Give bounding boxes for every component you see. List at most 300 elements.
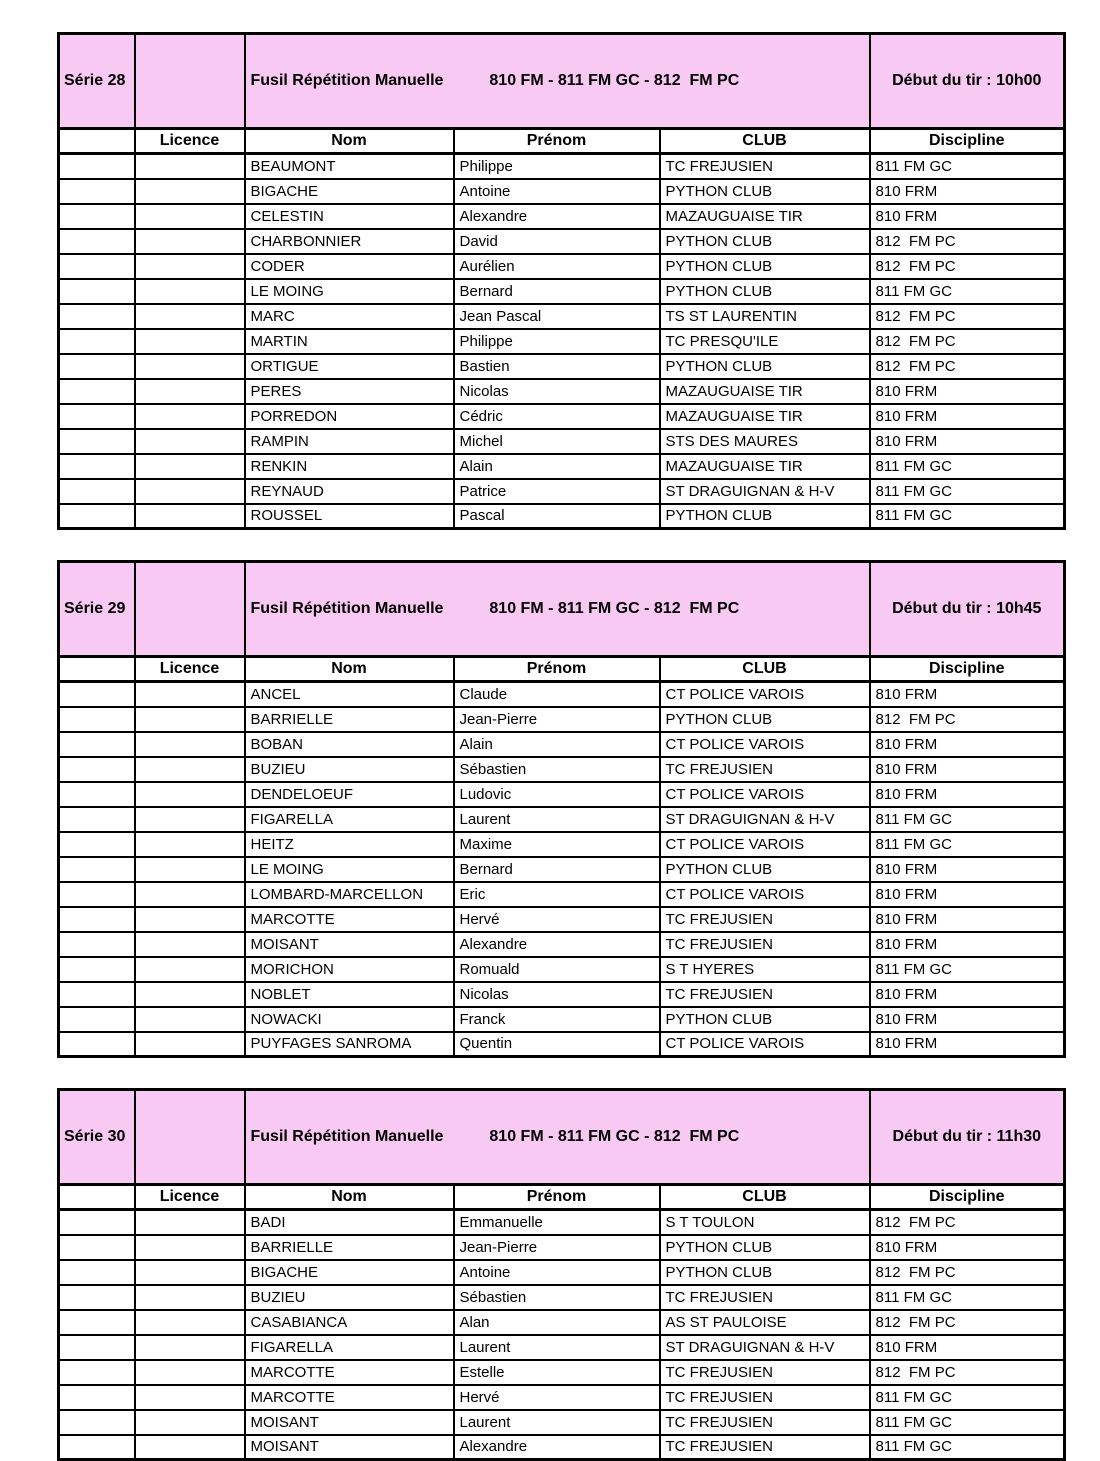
prenom-cell: Romuald: [454, 957, 660, 982]
discipline-cell: 810 FRM: [870, 932, 1065, 957]
prenom-cell: Jean-Pierre: [454, 707, 660, 732]
nom-cell: HEITZ: [245, 832, 454, 857]
series-body: [59, 1210, 1065, 1460]
series-body: [59, 682, 1065, 1057]
empty-cell: [59, 1210, 135, 1235]
discipline-cell: 811 FM GC: [870, 1285, 1065, 1310]
discipline-cell: 812 FM PC: [870, 354, 1065, 379]
prenom-cell: Franck: [454, 1007, 660, 1032]
club-cell: CT POLICE VAROIS: [660, 832, 870, 857]
prenom-cell: Pascal: [454, 504, 660, 529]
club-cell: AS ST PAULOISE: [660, 1310, 870, 1335]
club-cell: STS DES MAURES: [660, 429, 870, 454]
prenom-cell: Alain: [454, 732, 660, 757]
table-row: [59, 454, 1065, 479]
licence-cell: [135, 882, 245, 907]
table-row: [59, 682, 1065, 707]
empty-cell: [59, 454, 135, 479]
licence-cell: [135, 179, 245, 204]
licence-cell: [135, 932, 245, 957]
club-cell: TC FREJUSIEN: [660, 1285, 870, 1310]
column-header-blank: [59, 129, 135, 154]
series-body: [59, 154, 1065, 529]
club-cell: CT POLICE VAROIS: [660, 682, 870, 707]
licence-cell: [135, 1210, 245, 1235]
discipline-cell: 812 FM PC: [870, 1360, 1065, 1385]
discipline-cell: 810 FRM: [870, 1335, 1065, 1360]
empty-cell: [59, 707, 135, 732]
column-header-licence: Licence: [135, 1185, 245, 1210]
licence-cell: [135, 1310, 245, 1335]
empty-cell: [59, 379, 135, 404]
licence-cell: [135, 707, 245, 732]
table-row: [59, 832, 1065, 857]
prenom-cell: Quentin: [454, 1032, 660, 1057]
weapon-label: Fusil Répétition Manuelle: [250, 600, 444, 617]
prenom-cell: Eric: [454, 882, 660, 907]
prenom-cell: Michel: [454, 429, 660, 454]
prenom-cell: Bastien: [454, 354, 660, 379]
club-cell: TC FREJUSIEN: [660, 757, 870, 782]
nom-cell: BARRIELLE: [245, 707, 454, 732]
column-header-row: [59, 1185, 1065, 1210]
table-row: [59, 354, 1065, 379]
licence-cell: [135, 982, 245, 1007]
club-cell: TC PRESQU'ILE: [660, 329, 870, 354]
table-row: [59, 1360, 1065, 1385]
nom-cell: NOWACKI: [245, 1007, 454, 1032]
discipline-cell: 811 FM GC: [870, 154, 1065, 179]
nom-cell: LE MOING: [245, 279, 454, 304]
club-cell: S T HYERES: [660, 957, 870, 982]
licence-cell: [135, 1235, 245, 1260]
series-header-spacer: [135, 34, 245, 129]
licence-cell: [135, 907, 245, 932]
prenom-cell: Alexandre: [454, 204, 660, 229]
discipline-cell: 811 FM GC: [870, 1410, 1065, 1435]
nom-cell: MARCOTTE: [245, 1385, 454, 1410]
table-row: [59, 907, 1065, 932]
discipline-cell: 811 FM GC: [870, 1435, 1065, 1460]
club-cell: PYTHON CLUB: [660, 229, 870, 254]
empty-cell: [59, 982, 135, 1007]
nom-cell: MARCOTTE: [245, 1360, 454, 1385]
empty-cell: [59, 1235, 135, 1260]
empty-cell: [59, 204, 135, 229]
empty-cell: [59, 354, 135, 379]
column-header-blank: [59, 1185, 135, 1210]
empty-cell: [59, 1032, 135, 1057]
discipline-cell: 810 FRM: [870, 907, 1065, 932]
series-header-row: [59, 562, 1065, 657]
nom-cell: FIGARELLA: [245, 1335, 454, 1360]
club-cell: PYTHON CLUB: [660, 179, 870, 204]
prenom-cell: Nicolas: [454, 379, 660, 404]
discipline-cell: 812 FM PC: [870, 329, 1065, 354]
club-cell: TC FREJUSIEN: [660, 1385, 870, 1410]
prenom-cell: Laurent: [454, 807, 660, 832]
series-title: Série 28: [59, 34, 135, 129]
nom-cell: BIGACHE: [245, 1260, 454, 1285]
club-cell: MAZAUGUAISE TIR: [660, 204, 870, 229]
column-header-prenom: Prénom: [454, 129, 660, 154]
empty-cell: [59, 732, 135, 757]
licence-cell: [135, 229, 245, 254]
column-header-discipline: Discipline: [870, 657, 1065, 682]
empty-cell: [59, 1385, 135, 1410]
column-header-row: [59, 657, 1065, 682]
table-row: [59, 229, 1065, 254]
licence-cell: [135, 857, 245, 882]
club-cell: CT POLICE VAROIS: [660, 732, 870, 757]
discipline-cell: 812 FM PC: [870, 1260, 1065, 1285]
discipline-cell: 810 FRM: [870, 379, 1065, 404]
empty-cell: [59, 1410, 135, 1435]
club-cell: ST DRAGUIGNAN & H-V: [660, 1335, 870, 1360]
club-cell: S T TOULON: [660, 1210, 870, 1235]
prenom-cell: Hervé: [454, 907, 660, 932]
club-cell: TC FREJUSIEN: [660, 907, 870, 932]
empty-cell: [59, 279, 135, 304]
column-header-nom: Nom: [245, 129, 454, 154]
club-cell: CT POLICE VAROIS: [660, 1032, 870, 1057]
licence-cell: [135, 329, 245, 354]
licence-cell: [135, 454, 245, 479]
club-cell: PYTHON CLUB: [660, 707, 870, 732]
prenom-cell: Estelle: [454, 1360, 660, 1385]
discipline-cell: 812 FM PC: [870, 1210, 1065, 1235]
prenom-cell: Jean Pascal: [454, 304, 660, 329]
discipline-cell: 810 FRM: [870, 1007, 1065, 1032]
prenom-cell: Philippe: [454, 329, 660, 354]
table-row: [59, 1410, 1065, 1435]
nom-cell: ANCEL: [245, 682, 454, 707]
table-row: [59, 707, 1065, 732]
nom-cell: MOISANT: [245, 932, 454, 957]
club-cell: CT POLICE VAROIS: [660, 882, 870, 907]
table-row: [59, 304, 1065, 329]
licence-cell: [135, 1385, 245, 1410]
licence-cell: [135, 354, 245, 379]
table-row: [59, 757, 1065, 782]
discipline-cell: 810 FRM: [870, 429, 1065, 454]
licence-cell: [135, 757, 245, 782]
prenom-cell: Sébastien: [454, 1285, 660, 1310]
empty-cell: [59, 229, 135, 254]
table-row: [59, 982, 1065, 1007]
licence-cell: [135, 429, 245, 454]
licence-cell: [135, 1410, 245, 1435]
prenom-cell: Alexandre: [454, 932, 660, 957]
empty-cell: [59, 682, 135, 707]
empty-cell: [59, 782, 135, 807]
club-cell: PYTHON CLUB: [660, 279, 870, 304]
column-header-club: CLUB: [660, 657, 870, 682]
discipline-cell: 811 FM GC: [870, 832, 1065, 857]
licence-cell: [135, 1032, 245, 1057]
empty-cell: [59, 504, 135, 529]
discipline-codes: 810 FM - 811 FM GC - 812 FM PC: [489, 72, 740, 89]
licence-cell: [135, 479, 245, 504]
prenom-cell: Laurent: [454, 1410, 660, 1435]
empty-cell: [59, 857, 135, 882]
nom-cell: BOBAN: [245, 732, 454, 757]
nom-cell: PERES: [245, 379, 454, 404]
nom-cell: ROUSSEL: [245, 504, 454, 529]
discipline-codes: 810 FM - 811 FM GC - 812 FM PC: [489, 600, 740, 617]
table-row: [59, 379, 1065, 404]
nom-cell: REYNAUD: [245, 479, 454, 504]
nom-cell: CODER: [245, 254, 454, 279]
column-header-club: CLUB: [660, 129, 870, 154]
prenom-cell: Alain: [454, 454, 660, 479]
empty-cell: [59, 304, 135, 329]
club-cell: MAZAUGUAISE TIR: [660, 379, 870, 404]
nom-cell: RAMPIN: [245, 429, 454, 454]
empty-cell: [59, 807, 135, 832]
prenom-cell: Emmanuelle: [454, 1210, 660, 1235]
club-cell: ST DRAGUIGNAN & H-V: [660, 807, 870, 832]
series-table-29: [57, 560, 1066, 1058]
prenom-cell: Bernard: [454, 279, 660, 304]
nom-cell: LE MOING: [245, 857, 454, 882]
discipline-cell: 812 FM PC: [870, 707, 1065, 732]
prenom-cell: Jean-Pierre: [454, 1235, 660, 1260]
empty-cell: [59, 404, 135, 429]
table-row: [59, 279, 1065, 304]
nom-cell: CASABIANCA: [245, 1310, 454, 1335]
prenom-cell: Sébastien: [454, 757, 660, 782]
licence-cell: [135, 404, 245, 429]
prenom-cell: Hervé: [454, 1385, 660, 1410]
nom-cell: MOISANT: [245, 1410, 454, 1435]
club-cell: TS ST LAURENTIN: [660, 304, 870, 329]
discipline-cell: 810 FRM: [870, 982, 1065, 1007]
nom-cell: MARTIN: [245, 329, 454, 354]
empty-cell: [59, 179, 135, 204]
discipline-cell: 811 FM GC: [870, 957, 1065, 982]
licence-cell: [135, 1360, 245, 1385]
empty-cell: [59, 329, 135, 354]
weapon-label: Fusil Répétition Manuelle: [250, 72, 444, 89]
table-row: [59, 782, 1065, 807]
series-table-28: [57, 32, 1066, 530]
empty-cell: [59, 254, 135, 279]
nom-cell: BIGACHE: [245, 179, 454, 204]
prenom-cell: Alexandre: [454, 1435, 660, 1460]
prenom-cell: Claude: [454, 682, 660, 707]
table-row: [59, 429, 1065, 454]
licence-cell: [135, 204, 245, 229]
empty-cell: [59, 154, 135, 179]
club-cell: PYTHON CLUB: [660, 1007, 870, 1032]
nom-cell: ORTIGUE: [245, 354, 454, 379]
column-header-prenom: Prénom: [454, 657, 660, 682]
licence-cell: [135, 1285, 245, 1310]
empty-cell: [59, 1007, 135, 1032]
prenom-cell: Aurélien: [454, 254, 660, 279]
nom-cell: CELESTIN: [245, 204, 454, 229]
start-time-label: Début du tir : 10h00: [870, 34, 1065, 129]
club-cell: PYTHON CLUB: [660, 857, 870, 882]
table-row: [59, 1435, 1065, 1460]
series-title: Série 29: [59, 562, 135, 657]
nom-cell: MOISANT: [245, 1435, 454, 1460]
club-cell: PYTHON CLUB: [660, 354, 870, 379]
nom-cell: MORICHON: [245, 957, 454, 982]
empty-cell: [59, 757, 135, 782]
table-row: [59, 504, 1065, 529]
table-row: [59, 807, 1065, 832]
series-discipline-cell: [245, 1090, 870, 1185]
series-title: Série 30: [59, 1090, 135, 1185]
series-table-30: [57, 1088, 1066, 1461]
column-header-discipline: Discipline: [870, 1185, 1065, 1210]
discipline-cell: 810 FRM: [870, 1235, 1065, 1260]
licence-cell: [135, 782, 245, 807]
empty-cell: [59, 832, 135, 857]
licence-cell: [135, 1435, 245, 1460]
licence-cell: [135, 254, 245, 279]
licence-cell: [135, 279, 245, 304]
discipline-cell: 811 FM GC: [870, 454, 1065, 479]
prenom-cell: Alan: [454, 1310, 660, 1335]
prenom-cell: Patrice: [454, 479, 660, 504]
table-row: [59, 404, 1065, 429]
nom-cell: NOBLET: [245, 982, 454, 1007]
discipline-cell: 810 FRM: [870, 179, 1065, 204]
licence-cell: [135, 807, 245, 832]
licence-cell: [135, 1335, 245, 1360]
discipline-cell: 811 FM GC: [870, 1385, 1065, 1410]
empty-cell: [59, 882, 135, 907]
column-header-prenom: Prénom: [454, 1185, 660, 1210]
discipline-cell: 810 FRM: [870, 404, 1065, 429]
empty-cell: [59, 479, 135, 504]
prenom-cell: Antoine: [454, 179, 660, 204]
nom-cell: CHARBONNIER: [245, 229, 454, 254]
club-cell: TC FREJUSIEN: [660, 1360, 870, 1385]
licence-cell: [135, 732, 245, 757]
nom-cell: RENKIN: [245, 454, 454, 479]
nom-cell: LOMBARD-MARCELLON: [245, 882, 454, 907]
discipline-cell: 810 FRM: [870, 204, 1065, 229]
table-row: [59, 329, 1065, 354]
table-row: [59, 1335, 1065, 1360]
nom-cell: MARCOTTE: [245, 907, 454, 932]
discipline-cell: 812 FM PC: [870, 254, 1065, 279]
club-cell: MAZAUGUAISE TIR: [660, 404, 870, 429]
club-cell: PYTHON CLUB: [660, 1235, 870, 1260]
column-header-nom: Nom: [245, 1185, 454, 1210]
club-cell: TC FREJUSIEN: [660, 154, 870, 179]
column-header-nom: Nom: [245, 657, 454, 682]
table-row: [59, 1260, 1065, 1285]
club-cell: PYTHON CLUB: [660, 504, 870, 529]
club-cell: TC FREJUSIEN: [660, 932, 870, 957]
column-header-licence: Licence: [135, 129, 245, 154]
table-row: [59, 1285, 1065, 1310]
table-row: [59, 1235, 1065, 1260]
table-row: [59, 1032, 1065, 1057]
table-row: [59, 1007, 1065, 1032]
table-row: [59, 957, 1065, 982]
table-row: [59, 179, 1065, 204]
prenom-cell: David: [454, 229, 660, 254]
nom-cell: DENDELOEUF: [245, 782, 454, 807]
nom-cell: FIGARELLA: [245, 807, 454, 832]
empty-cell: [59, 1435, 135, 1460]
prenom-cell: Philippe: [454, 154, 660, 179]
discipline-cell: 811 FM GC: [870, 279, 1065, 304]
discipline-cell: 810 FRM: [870, 882, 1065, 907]
club-cell: TC FREJUSIEN: [660, 1410, 870, 1435]
prenom-cell: Antoine: [454, 1260, 660, 1285]
start-time-label: Début du tir : 10h45: [870, 562, 1065, 657]
table-row: [59, 204, 1065, 229]
licence-cell: [135, 1007, 245, 1032]
discipline-cell: 811 FM GC: [870, 479, 1065, 504]
nom-cell: PORREDON: [245, 404, 454, 429]
series-header-row: [59, 1090, 1065, 1185]
series-header-row: [59, 34, 1065, 129]
prenom-cell: Maxime: [454, 832, 660, 857]
series-header-spacer: [135, 1090, 245, 1185]
discipline-cell: 810 FRM: [870, 757, 1065, 782]
empty-cell: [59, 1360, 135, 1385]
discipline-cell: 811 FM GC: [870, 504, 1065, 529]
table-row: [59, 932, 1065, 957]
series-header-spacer: [135, 562, 245, 657]
discipline-cell: 810 FRM: [870, 782, 1065, 807]
prenom-cell: Bernard: [454, 857, 660, 882]
licence-cell: [135, 379, 245, 404]
discipline-cell: 812 FM PC: [870, 1310, 1065, 1335]
table-row: [59, 1385, 1065, 1410]
table-row: [59, 254, 1065, 279]
empty-cell: [59, 429, 135, 454]
discipline-cell: 810 FRM: [870, 857, 1065, 882]
start-time-label: Début du tir : 11h30: [870, 1090, 1065, 1185]
club-cell: PYTHON CLUB: [660, 254, 870, 279]
series-discipline-cell: [245, 562, 870, 657]
licence-cell: [135, 957, 245, 982]
table-row: [59, 732, 1065, 757]
licence-cell: [135, 504, 245, 529]
prenom-cell: Ludovic: [454, 782, 660, 807]
nom-cell: BARRIELLE: [245, 1235, 454, 1260]
column-header-discipline: Discipline: [870, 129, 1065, 154]
table-row: [59, 882, 1065, 907]
column-header-row: [59, 129, 1065, 154]
club-cell: TC FREJUSIEN: [660, 1435, 870, 1460]
licence-cell: [135, 1260, 245, 1285]
club-cell: ST DRAGUIGNAN & H-V: [660, 479, 870, 504]
prenom-cell: Nicolas: [454, 982, 660, 1007]
prenom-cell: Laurent: [454, 1335, 660, 1360]
nom-cell: BADI: [245, 1210, 454, 1235]
column-header-club: CLUB: [660, 1185, 870, 1210]
column-header-blank: [59, 657, 135, 682]
nom-cell: BUZIEU: [245, 1285, 454, 1310]
club-cell: CT POLICE VAROIS: [660, 782, 870, 807]
club-cell: PYTHON CLUB: [660, 1260, 870, 1285]
nom-cell: MARC: [245, 304, 454, 329]
club-cell: TC FREJUSIEN: [660, 982, 870, 1007]
empty-cell: [59, 1285, 135, 1310]
discipline-cell: 812 FM PC: [870, 229, 1065, 254]
column-header-licence: Licence: [135, 657, 245, 682]
